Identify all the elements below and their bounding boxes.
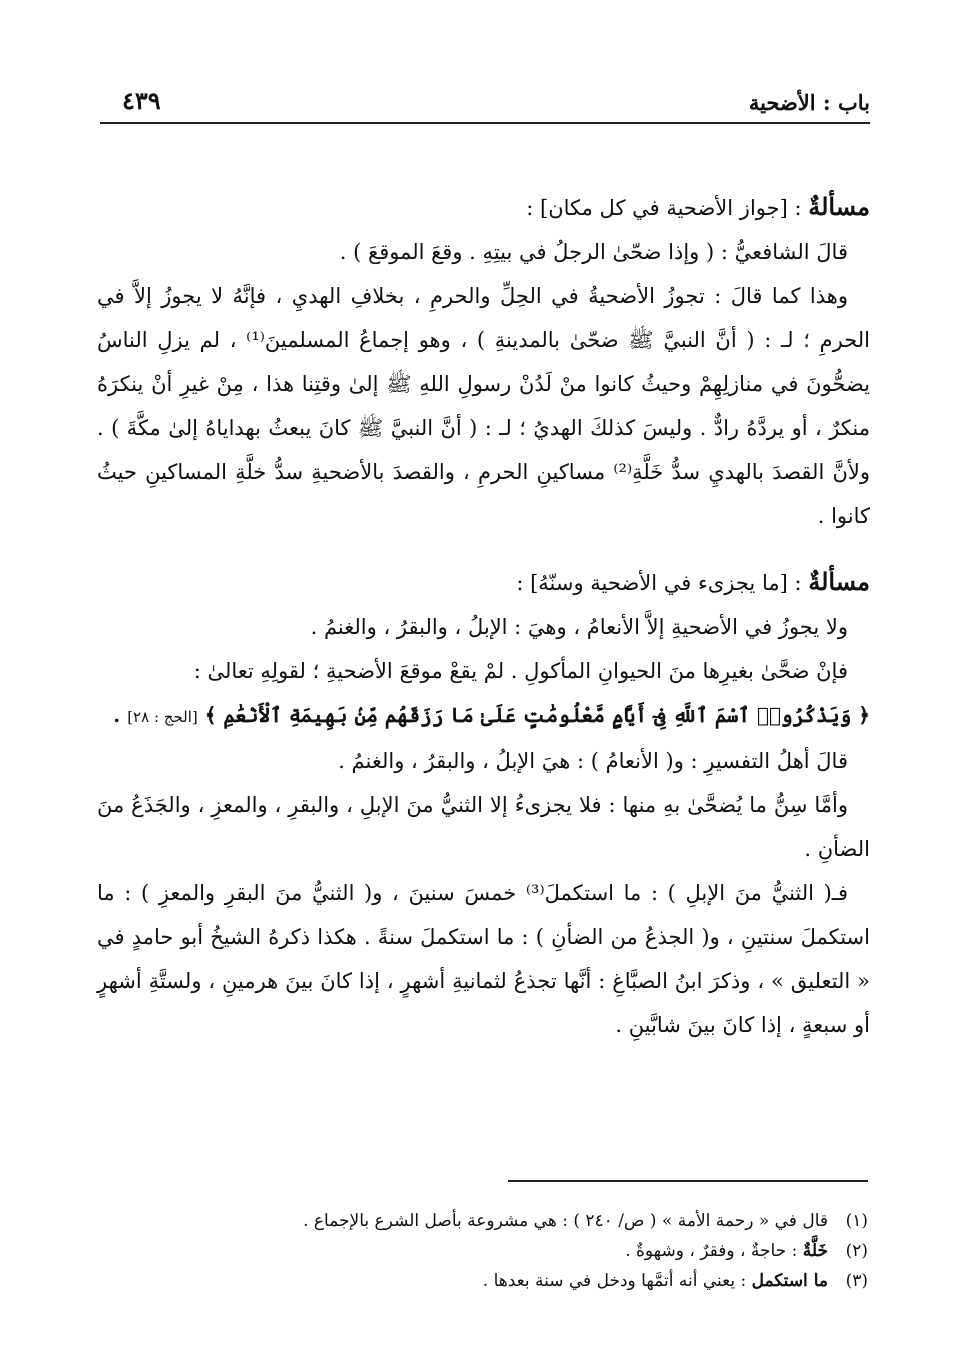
paragraph: وهذا كما قالَ : تجوزُ الأضحيةُ في الحِلِّ والحرمِ ، بخلافِ الهديِ ، فإنَّهُ لا يجوزُ إلاَّ في الحرمِ ؛ لـ : ( أنَّ النبيَّ ﷺ ضحّىٰ بالمدينةِ ) ، وهو إجماعُ المسلمينَ⁽¹⁾ ، لم يزلِ الناسُ يضحُّونَ في منازلِهِمْ وحيثُ كانوا منْ لَدُنْ رسولِ اللهِ ﷺ إلىٰ وقتِنا هذا ، مِنْ غيرِ أنْ ينكرَهُ منكرٌ ، أو يردَّهُ رادٌّ . وليسَ كذلكَ الهديُ ؛ لـ : ( أنَّ النبيَّ ﷺ كانَ يبعثُ بهداياهُ إلىٰ مكَّةَ ) . ولأنَّ القصدَ بالهديِ سدُّ خَلَّةِ⁽²⁾ مساكينِ الحرمِ ، والقصدَ بالأضحيةِ سدُّ خلَّةِ المساكينِ حيثُ كانوا . <box>97 284 870 528</box>
quran-text: ﴿ وَيَذْكُرُوا۟ ٱسْمَ ٱللَّهِ فِىٓ أَيَّامٍ مَّعْلُومَٰتٍ عَلَىٰ مَا رَزَقَهُم مِّنۢ بَهِيمَةِ ٱلْأَنْعَٰمِ ﴾ <box>204 703 870 727</box>
paragraph: ولا يجوزُ في الأضحيةِ إلاَّ الأنعامُ ، وهيَ : الإبلُ ، والبقرُ ، والغنمُ . <box>310 615 848 639</box>
section-heading-title: : [جواز الأضحية في كل مكان] : <box>526 196 809 220</box>
section-heading-word: مسألةٌ <box>808 192 870 221</box>
paragraph: فـ( الثنيُّ منَ الإبلِ ) : ما استكملَ⁽³⁾ خمسَ سنينَ ، و( الثنيُّ منَ البقرِ والمعزِ ) : ما استكملَ سنتينِ ، و( الجذعُ من الضأنِ ) : ما استكملَ سنةً . هكذا ذكرهُ الشيخُ أبو حامدٍ في « التعليق » ، وذكرَ ابنُ الصبَّاغِ : أنَّها تجذعُ لثمانيةِ أشهرٍ ، إذا كانَ بينَ هرمينِ ، ولستَّةِ أشهرٍ أو سبعةٍ ، إذا كانَ بينَ شابَّينِ . <box>97 881 870 1037</box>
footnote-item <box>168 1236 868 1266</box>
footnote-item <box>168 1206 868 1236</box>
section-gap <box>97 538 870 560</box>
footnote-text: : حاجةٌ ، وفقرٌ ، وشهوةٌ . <box>625 1241 803 1261</box>
section-heading-word: مسألةٌ <box>808 567 870 596</box>
paragraph: قالَ الشافعيُّ : ( وإذا ضحّىٰ الرجلُ في بيتِهِ . وقعَ الموقعَ ) . <box>339 240 848 264</box>
footnote-text: : يعني أنه أتمَّها ودخل في سنة بعدها . <box>482 1271 752 1291</box>
footnote-number: (١) <box>845 1211 868 1231</box>
paragraph: وأمَّا سِنُّ ما يُضحَّىٰ بهِ منها : فلا يجزىءُ إلا الثنيُّ منَ الإبلِ ، والبقرِ ، والمعزِ ، والجَذَعُ منَ الضأنِ . <box>97 793 870 861</box>
footnote-text: قال في « رحمة الأمة » ( ص/ ٢٤٠ ) : هي مشروعة بأصل الشرع بالإجماع . <box>303 1211 828 1231</box>
footnote-separator <box>508 1180 868 1182</box>
footnote-term: ما استكمل <box>751 1271 828 1291</box>
paragraph: فإنْ ضحَّىٰ بغيرِها منَ الحيوانِ المأكولِ . لمْ يقعْ موقعَ الأضحيةِ ؛ لقولِهِ تعالىٰ : <box>193 659 848 683</box>
page-header <box>100 86 870 124</box>
section-heading <box>97 185 870 230</box>
footnote-term: خَلَّةٌ <box>802 1241 828 1261</box>
footnote-item <box>168 1266 868 1296</box>
main-text <box>97 185 870 1047</box>
footnotes <box>168 1206 868 1296</box>
running-title: باب : الأضحية <box>748 90 870 115</box>
section-heading-title: : [ما يجزىء في الأضحية وسنّهُ] : <box>516 571 809 595</box>
footnote-number: (٣) <box>845 1271 868 1291</box>
section-heading <box>97 560 870 605</box>
page-number: ٤٣٩ <box>122 86 161 115</box>
quran-reference: [الحج : ٢٨] <box>127 708 198 726</box>
footnote-number: (٢) <box>845 1241 868 1261</box>
paragraph: قالَ أهلُ التفسيرِ : و( الأنعامُ ) : هيَ الإبلُ ، والبقرُ ، والغنمُ . <box>338 749 848 773</box>
quran-end: . <box>113 703 128 727</box>
quran-verse <box>97 693 870 739</box>
